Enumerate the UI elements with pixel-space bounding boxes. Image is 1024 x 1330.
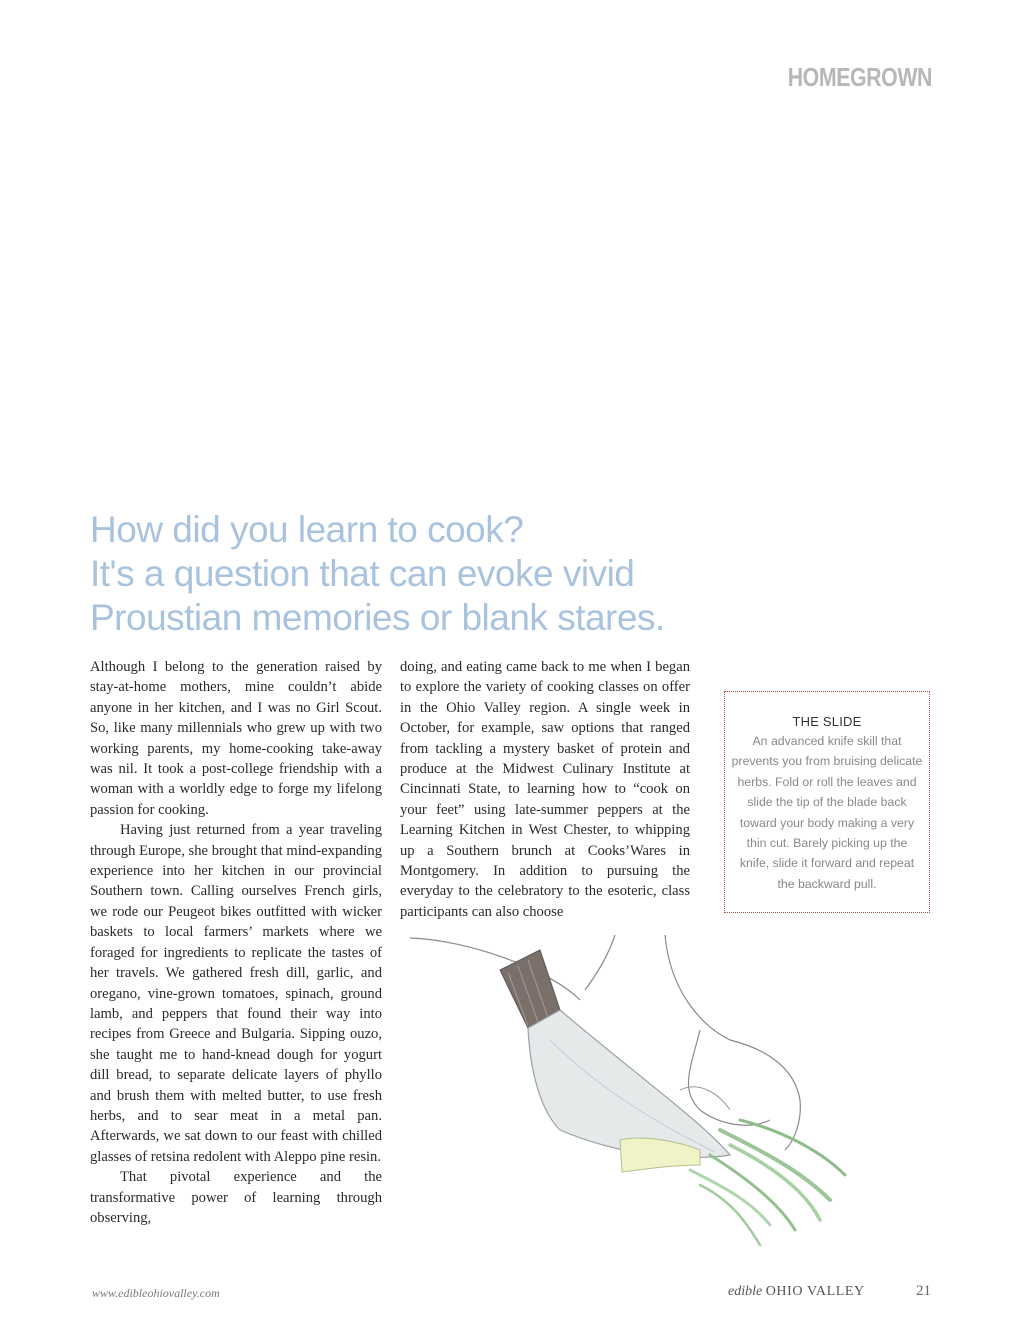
footer-url: www.edibleohiovalley.com <box>92 1286 220 1300</box>
article-column-1 <box>90 657 382 1228</box>
section-label: HOMEGROWN <box>787 62 932 92</box>
article-column-2 <box>400 657 690 922</box>
tip-sidebar <box>724 691 930 913</box>
paragraph: That pivotal experience and the transformative power of learning through observing, <box>90 1169 382 1226</box>
brand-name: OHIO VALLEY <box>765 1284 865 1299</box>
pull-quote-line: It's a question that can evoke vivid <box>90 553 635 594</box>
pull-quote-line: Proustian memories or blank stares. <box>90 597 665 638</box>
pull-quote <box>90 508 730 640</box>
paragraph: Having just returned from a year traveling through Europe, she brought that mind-expanding experience into her kitchen in our provincial Southern town. Calling ourselves French girls, we rode our Peugeot bikes outfitted with wicker baskets to local farmers’ markets where we foraged for ingredients to replicate the tastes of her travels. We gathered fresh dill, garlic, and oregano, vine-grown tomatoes, spinach, ground lamb, and peppers that found their way into recipes from Greece and Bulgaria. Sipping ouzo, she taught me to hand-knead dough for yogurt dill bread, to separate delicate layers of phyllo and brush them with melted butter, to use fresh herbs, and to sear meat in a metal pan. Afterwards, we sat down to our feast with chilled glasses of retsina redolent with Aleppo pine resin. <box>90 822 382 1165</box>
paragraph: doing, and eating came back to me when I began to explore the variety of cooking classes on offer in the Ohio Valley region. A single week in October, for example, saw options that ranged from tackling a mystery basket of protein and produce at the Midwest Culinary Institute at Cincinnati State, to learning how to “cook on your feet” using late-summer peppers at the Learning Kitchen in West Chester, to whipping up a Southern brunch at Cooks’Wares in Montgomery. In addition to pursuing the everyday to the celebratory to the esoteric, class participants can also choose <box>400 659 690 920</box>
paragraph: Although I belong to the generation raised by stay-at-home mothers, mine couldn’t abide anyone in her kitchen, and I was no Girl Scout. So, like many millennials who grew up with two working parents, my home-cooking take-away was nil. It took a post-college friendship with a woman with a worldly edge to forge my lifelong passion for cooking. <box>90 659 382 818</box>
pull-quote-line: How did you learn to cook? <box>90 509 524 550</box>
sidebar-body: An advanced knife skill that prevents you from bruising delicate herbs. Fold or roll the leaves and slide the tip of the blade back toward your body making a very thin cut. Barely picking up the knife, slide it forward and repeat the backward pull. <box>731 734 923 891</box>
footer-brand <box>728 1284 865 1300</box>
sidebar-title: THE SLIDE <box>792 714 862 729</box>
knife-slicing-herbs-illustration <box>400 930 940 1260</box>
page-number: 21 <box>916 1283 931 1299</box>
brand-italic: edible <box>728 1284 763 1299</box>
